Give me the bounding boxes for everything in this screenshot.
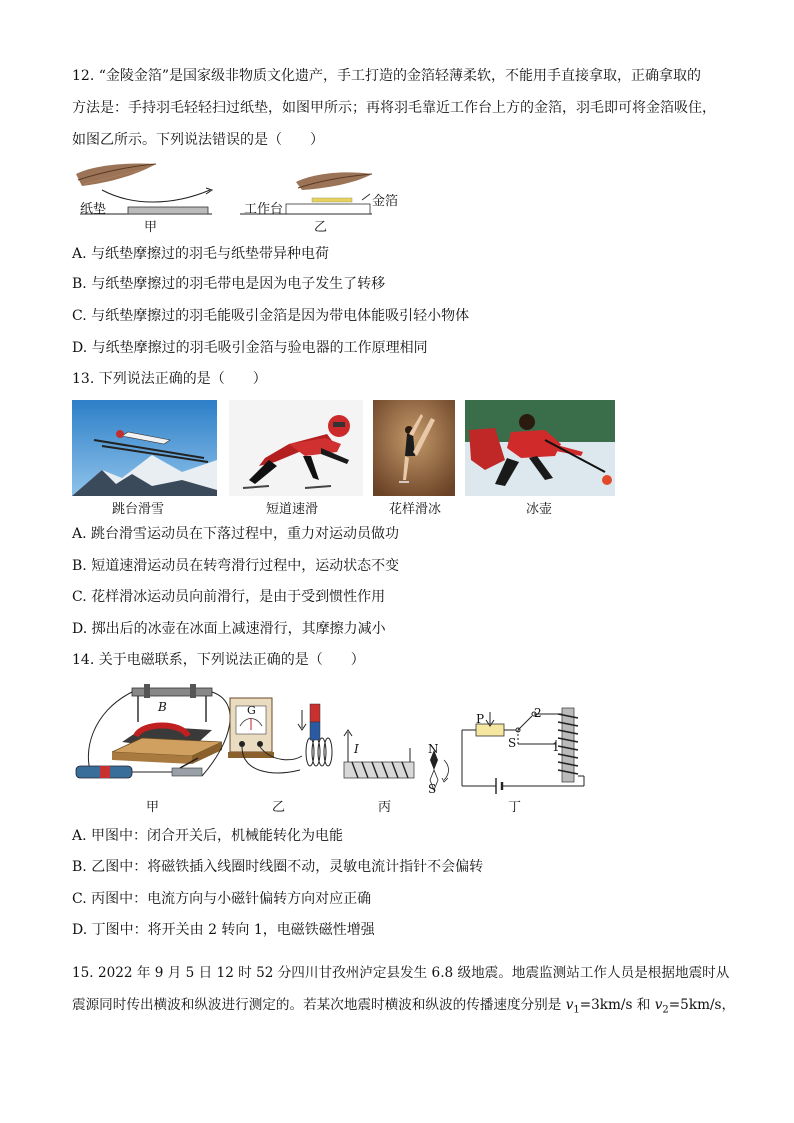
ski-jump-photo: [72, 400, 217, 496]
q13-caption-curling: 冰壶: [526, 502, 553, 517]
q13-stem: 13. 下列说法正确的是（ ）: [72, 371, 267, 387]
q13-option-d: D. 掷出后的冰壶在冰面上减速滑行，其摩擦力减小: [72, 621, 386, 637]
curling-photo: [465, 400, 615, 496]
figure-skating-photo: [373, 400, 455, 496]
q12-option-b: B. 与纸垫摩擦过的羽毛带电是因为电子发生了转移: [72, 276, 386, 292]
q14-label-switch-S: S: [508, 736, 517, 750]
motor-apparatus: [76, 684, 230, 778]
q15-v2: v: [654, 997, 663, 1013]
q14-option-b: B. 乙图中：将磁铁插入线圈时线圈不动，灵敏电流计指针不会偏转: [72, 859, 484, 875]
q12-stem-line1: 12. “金陵金箔”是国家级非物质文化遗产，手工打造的金箔轻薄柔软，不能用手直接拿取，正确拿取的: [72, 68, 702, 84]
q12-label-pad: 纸垫: [80, 202, 107, 217]
q15-v1-sub: 1: [573, 1004, 580, 1016]
iron-core-coil-icon: [558, 708, 578, 782]
q12-stem-line3: 如图乙所示。下列说法错误的是（ ）: [72, 132, 324, 148]
q15-v2-sub: 2: [662, 1004, 669, 1016]
q14-stem: 14. 关于电磁联系，下列说法正确的是（ ）: [72, 652, 365, 668]
q14-caption-yi: 乙: [272, 800, 286, 815]
q14-caption-jia: 甲: [146, 800, 160, 815]
q14-caption-ding: 丁: [508, 800, 522, 815]
short-track-photo: [229, 400, 363, 496]
q14-option-a: A. 甲图中：闭合开关后，机械能转化为电能: [72, 828, 344, 844]
q15-eq2: =5km/s，: [668, 997, 736, 1013]
feather-icon: [76, 163, 156, 186]
q12-option-a: A. 与纸垫摩擦过的羽毛与纸垫带异种电荷: [72, 246, 330, 262]
q15-eq1: =3km/s 和: [579, 997, 655, 1013]
q14-label-N: N: [428, 742, 439, 756]
galvanometer-apparatus: [228, 698, 332, 773]
q12-option-d: D. 与纸垫摩擦过的羽毛吸引金箔与验电器的工作原理相同: [72, 340, 428, 356]
q13-caption-ski-jump: 跳台滑雪: [112, 502, 165, 517]
feather-icon: [296, 172, 372, 190]
q12-option-c: C. 与纸垫摩擦过的羽毛能吸引金箔是因为带电体能吸引轻小物体: [72, 308, 470, 324]
q14-caption-bing: 丙: [378, 800, 392, 815]
solenoid-apparatus: [344, 730, 449, 790]
q12-caption-jia: 甲: [144, 220, 158, 235]
q14-option-d: D. 丁图中：将开关由 2 转向 1，电磁铁磁性增强: [72, 922, 375, 938]
q13-option-a: A. 跳台滑雪运动员在下落过程中，重力对运动员做功: [72, 526, 400, 542]
q13-caption-figure-skating: 花样滑冰: [389, 502, 442, 517]
q14-label-P: P: [476, 712, 485, 726]
q15-stem-line1: 15. 2022 年 9 月 5 日 12 时 52 分四川甘孜州泸定县发生 6.8 级地震。地震监测站工作人员是根据地震时从: [72, 965, 730, 981]
q14-label-S: S: [428, 782, 437, 796]
q12-label-foil: 金箔: [372, 194, 399, 209]
q14-label-2: 2: [534, 706, 542, 720]
q15-v1: v: [565, 997, 574, 1013]
q12-figure: [72, 160, 412, 236]
q15-stem-line2: [72, 995, 735, 1021]
q14-label-B: B: [158, 700, 167, 714]
q14-option-c: C. 丙图中：电流方向与小磁针偏转方向对应正确: [72, 891, 372, 907]
q14-label-G: G: [247, 704, 256, 717]
q14-label-I: I: [354, 742, 359, 756]
coil-icon: [306, 738, 332, 766]
q12-label-table: 工作台: [244, 202, 284, 217]
q13-option-b: B. 短道速滑运动员在转弯滑行过程中，运动状态不变: [72, 558, 400, 574]
bar-magnet-icon: [298, 704, 320, 740]
q14-label-1: 1: [552, 740, 560, 754]
q12-stem-line2: 方法是：手持羽毛轻轻扫过纸垫，如图甲所示；再将羽毛靠近工作台上方的金箔，羽毛即可将金箔吸住，: [72, 100, 716, 116]
q15-text: 震源同时传出横波和纵波进行测定的。若某次地震时横波和纵波的传播速度分别是: [72, 997, 566, 1013]
q12-caption-yi: 乙: [314, 220, 328, 235]
q13-caption-short-track: 短道速滑: [266, 502, 319, 517]
q13-option-c: C. 花样滑冰运动员向前滑行，是由于受到惯性作用: [72, 589, 386, 605]
